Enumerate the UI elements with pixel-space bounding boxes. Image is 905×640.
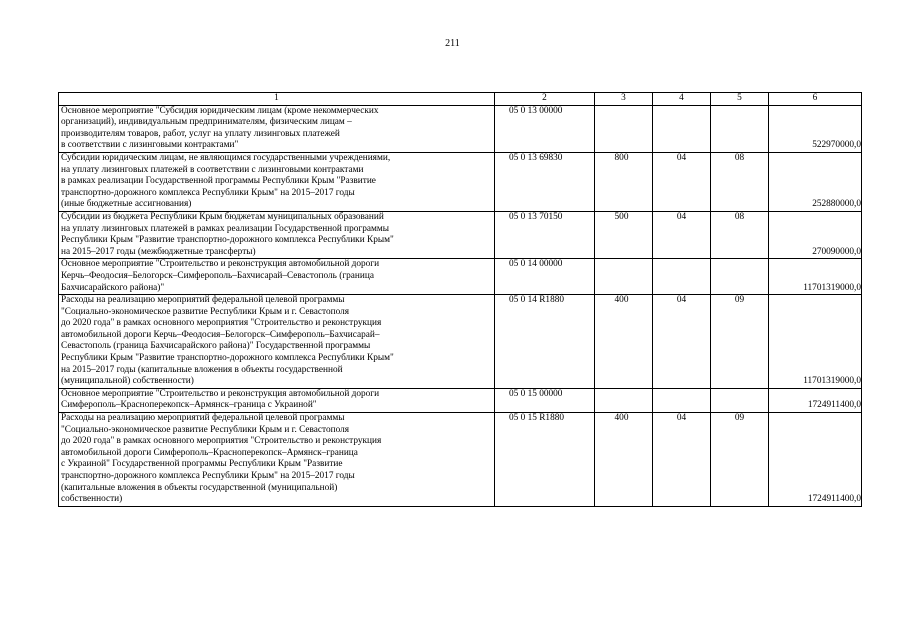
- table-header-row: [59, 93, 862, 106]
- row-name: Субсидии юридическим лицам, не являющимся государственными учреждениями, на уплату лизинговых платежей в соответствии с лизинговыми контрактами в рамках реализации Государственной программы Республики Крым "Развитие транспортно-дорожного комплекса Республики Крым" на 2015–2017 годы (иные бюджетные ассигнования): [59, 152, 495, 211]
- row-amount: 522970000,0: [769, 105, 862, 152]
- row-expense-type: [595, 105, 653, 152]
- row-expense-type: 400: [595, 413, 653, 507]
- row-amount: 1724911400,0: [769, 413, 862, 507]
- page-number: 211: [445, 38, 460, 49]
- header-col-3: 3: [595, 93, 653, 106]
- row-subsection: 08: [711, 211, 769, 258]
- row-name: Основное мероприятие "Субсидия юридическим лицам (кроме некоммерческих организаций), индивидуальным предпринимателям, физическим лицам – производителям товаров, работ, услуг на уплату лизинговых платежей в соответствии с лизинговыми контрактами": [59, 105, 495, 152]
- row-amount: 11701319000,0: [769, 295, 862, 389]
- row-section: [653, 259, 711, 295]
- row-subsection: [711, 388, 769, 412]
- row-code: 05 0 13 70150: [495, 211, 595, 258]
- row-code: 05 0 14 R1880: [495, 295, 595, 389]
- row-code: 05 0 13 00000: [495, 105, 595, 152]
- row-section: [653, 388, 711, 412]
- row-section: 04: [653, 413, 711, 507]
- row-expense-type: 800: [595, 152, 653, 211]
- table-row: [59, 259, 862, 295]
- row-code: 05 0 15 00000: [495, 388, 595, 412]
- row-expense-type: [595, 388, 653, 412]
- table-row: [59, 388, 862, 412]
- row-code: 05 0 14 00000: [495, 259, 595, 295]
- row-name: Основное мероприятие "Строительство и реконструкция автомобильной дороги Керчь–Феодосия–Белогорск–Симферополь–Бахчисарай–Севастополь (граница Бахчисарайского района)": [59, 259, 495, 295]
- header-col-1: 1: [59, 93, 495, 106]
- table-row: [59, 211, 862, 258]
- row-amount: 11701319000,0: [769, 259, 862, 295]
- row-section: [653, 105, 711, 152]
- row-subsection: 09: [711, 413, 769, 507]
- row-amount: 1724911400,0: [769, 388, 862, 412]
- table-row: [59, 295, 862, 389]
- row-name: Основное мероприятие "Строительство и реконструкция автомобильной дороги Симферополь–Красноперекопск–Армянск–граница с Украиной": [59, 388, 495, 412]
- row-name: Расходы на реализацию мероприятий федеральной целевой программы "Социально-экономическое развитие Республики Крым и г. Севастополя до 2020 года" в рамках основного мероприятия "Строительство и реконструкция автомобильной дороги Симферополь–Красноперекопск–Армянск–граница с Украиной" Государственной программы Республики Крым "Развитие транспортно-дорожного комплекса Республики Крым" на 2015–2017 годы (капитальные вложения в объекты государственной (муниципальной) собственности): [59, 413, 495, 507]
- header-col-5: 5: [711, 93, 769, 106]
- row-subsection: [711, 105, 769, 152]
- row-subsection: 09: [711, 295, 769, 389]
- row-section: 04: [653, 152, 711, 211]
- header-col-6: 6: [769, 93, 862, 106]
- table-row: [59, 413, 862, 507]
- row-section: 04: [653, 211, 711, 258]
- row-code: 05 0 13 69830: [495, 152, 595, 211]
- header-col-4: 4: [653, 93, 711, 106]
- row-section: 04: [653, 295, 711, 389]
- row-amount: 252880000,0: [769, 152, 862, 211]
- header-col-2: 2: [495, 93, 595, 106]
- budget-table: [58, 92, 862, 507]
- row-expense-type: [595, 259, 653, 295]
- row-name: Расходы на реализацию мероприятий федеральной целевой программы "Социально-экономическое развитие Республики Крым и г. Севастополя до 2020 года" в рамках основного мероприятия "Строительство и реконструкция автомобильной дороги Керчь–Феодосия–Белогорск–Симферополь–Бахчисарай– Севастополь (граница Бахчисарайского района)" Государственной программы Республики Крым "Развитие транспортно-дорожного комплекса Республики Крым" на 2015–2017 годы (капитальные вложения в объекты государственной (муниципальной) собственности): [59, 295, 495, 389]
- row-expense-type: 500: [595, 211, 653, 258]
- row-subsection: 08: [711, 152, 769, 211]
- table-row: [59, 105, 862, 152]
- row-code: 05 0 15 R1880: [495, 413, 595, 507]
- row-name: Субсидии из бюджета Республики Крым бюджетам муниципальных образований на уплату лизинговых платежей в рамках реализации Государственной программы Республики Крым "Развитие транспортно-дорожного комплекса Республики Крым" на 2015–2017 годы (межбюджетные трансферты): [59, 211, 495, 258]
- row-expense-type: 400: [595, 295, 653, 389]
- row-amount: 270090000,0: [769, 211, 862, 258]
- row-subsection: [711, 259, 769, 295]
- table-row: [59, 152, 862, 211]
